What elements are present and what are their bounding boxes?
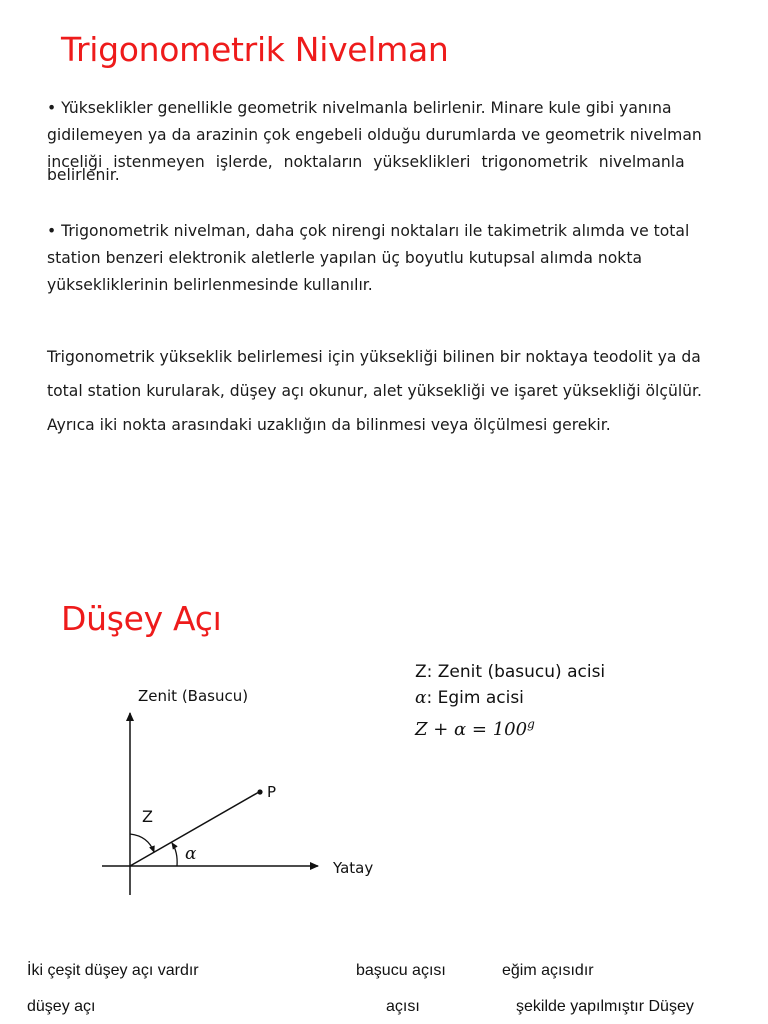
bottom-line2-c: şekilde yapılmıştır Düşey bbox=[516, 998, 694, 1015]
zenith-label: Zenit (Basucu) bbox=[138, 687, 249, 705]
bullet2-line-3: yüksekliklerinin belirlenmesinde kullanılır. bbox=[47, 276, 373, 294]
z-angle-label: Z bbox=[142, 807, 153, 826]
page-title: Trigonometrik Nivelman bbox=[61, 30, 449, 69]
paragraph-line-2: total station kurularak, düşey açı okunur, alet yüksekliği ve işaret yüksekliği ölçülür. bbox=[47, 382, 702, 400]
horizontal-label: Yatay bbox=[333, 859, 374, 877]
paragraph-line-1: Trigonometrik yükseklik belirlemesi için yüksekliği bilinen bir noktaya teodolit ya da bbox=[47, 348, 701, 366]
bottom-line1-b: başucu açısı bbox=[356, 962, 446, 979]
legend-alpha-text: : Egim acisi bbox=[426, 688, 524, 708]
legend-zenith-line: Z: Zenit (basucu) acisi bbox=[415, 662, 606, 682]
bullet1-line-4: belirlenir. bbox=[47, 166, 120, 184]
point-p-dot bbox=[257, 789, 262, 794]
bullet1-line-2: gidilemeyen ya da arazinin çok engebeli olduğu durumlarda ve geometrik nivelman bbox=[47, 126, 702, 144]
bottom-line1-c: eğim açısıdır bbox=[502, 962, 594, 979]
section-title-dusey-aci: Düşey Açı bbox=[61, 599, 222, 638]
bullet1-line-1: • Yükseklikler genellikle geometrik nivelmanla belirlenir. Minare kule gibi yanına bbox=[47, 99, 672, 117]
zenith-angle-arc bbox=[130, 834, 154, 852]
bottom-line1-a: İki çeşit düşey açı vardır bbox=[27, 962, 199, 979]
point-p-label: P bbox=[267, 783, 277, 801]
legend-alpha-symbol: α bbox=[415, 688, 427, 708]
bullet1-line-3: inceliği istenmeyen işlerde, noktaların yükseklikleri trigonometrik nivelmanla bbox=[47, 153, 685, 171]
bullet2-line-1: • Trigonometrik nivelman, daha çok nirengi noktaları ile takimetrik alımda ve total bbox=[47, 222, 690, 240]
legend-formula-sup: g bbox=[527, 717, 535, 731]
bottom-line2-b: açısı bbox=[386, 998, 420, 1015]
bullet2-line-2: station benzeri elektronik aletlerle yapılan üç boyutlu kutupsal alımda nokta bbox=[47, 249, 643, 267]
paragraph-line-3: Ayrıca iki nokta arasındaki uzaklığın da bilinmesi veya ölçülmesi gerekir. bbox=[47, 416, 611, 434]
bottom-line2-a: düşey açı bbox=[27, 998, 96, 1015]
legend-formula-main: Z + α = 100 bbox=[415, 719, 528, 740]
alpha-angle-label: α bbox=[185, 844, 197, 864]
alpha-angle-arc bbox=[172, 843, 177, 866]
